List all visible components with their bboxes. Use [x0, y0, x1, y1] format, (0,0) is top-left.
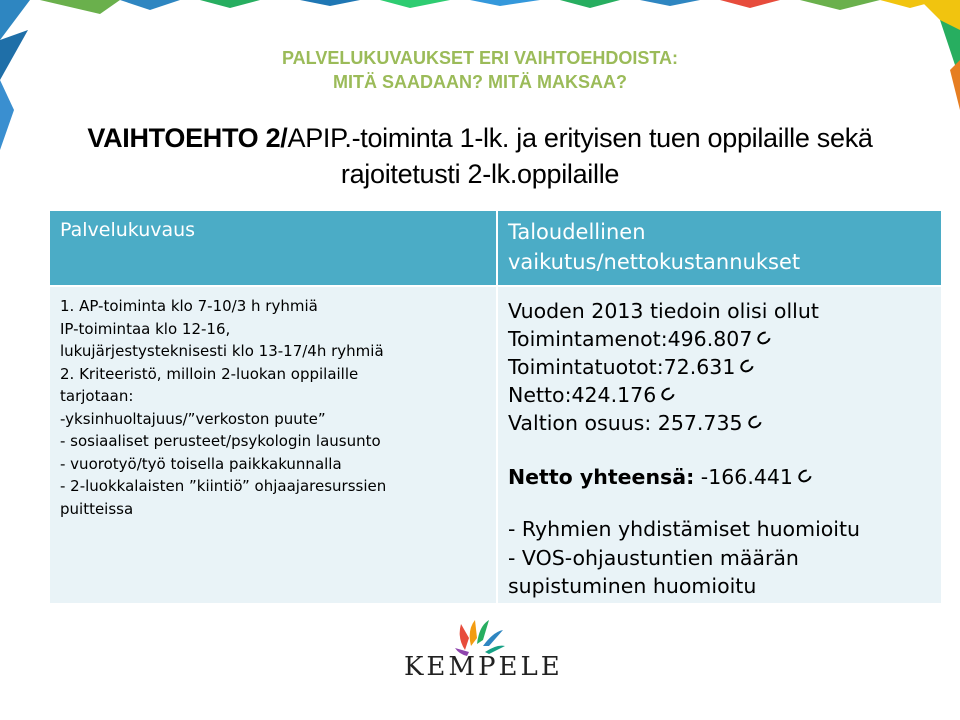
service-line: lukujärjestysteknisesti klo 13-17/4h ryhmiä — [60, 342, 384, 360]
finance-intro-line: Vuoden 2013 tiedoin olisi ollut — [508, 299, 819, 323]
net-amount: Netto:424.176 — [508, 383, 657, 407]
euro-icon — [755, 331, 769, 347]
euro-icon — [796, 469, 810, 485]
service-line: 1. AP-toiminta klo 7-10/3 h ryhmiä — [60, 297, 318, 315]
operating-income: Toimintatuotot:72.631 — [508, 355, 736, 379]
note-line: - VOS-ohjaustuntien määrän — [508, 545, 799, 570]
table-cell-service-description — [49, 286, 497, 604]
slide-header — [80, 46, 880, 94]
service-line: 2. Kriteeristö, milloin 2-luokan oppilaille — [60, 364, 359, 383]
euro-icon — [738, 359, 752, 375]
service-line: - 2-luokkalaisten ”kiintiö” ohjaajaresurssien — [60, 477, 387, 495]
subtitle-text-2: rajoitetusti 2-lk.oppilaille — [340, 159, 620, 189]
table-cell-financial-impact — [497, 286, 942, 604]
euro-icon — [746, 415, 760, 431]
kempele-logo-text: KEMPELE — [404, 652, 563, 682]
service-line: IP-toimintaa klo 12-16, — [60, 319, 231, 338]
table-header-financial-impact: Taloudellinen vaikutus/nettokustannukset — [497, 210, 942, 286]
operating-costs: Toimintamenot:496.807 — [508, 327, 753, 351]
service-line: - sosiaaliset perusteet/psykologin lausunto — [60, 432, 381, 450]
euro-icon — [659, 387, 673, 403]
slide-subtitle — [50, 120, 910, 192]
comparison-table — [48, 209, 943, 605]
note-line: supistuminen huomioitu — [508, 574, 757, 598]
subtitle-text-1: APIP.-toiminta 1-lk. ja erityisen tuen oppilaille sekä — [287, 123, 873, 153]
service-line: -yksinhuoltajuus/”verkoston puute” — [60, 409, 326, 428]
net-total-value: -166.441 — [694, 465, 793, 489]
subtitle-option-label: VAIHTOEHTO 2/ — [87, 123, 288, 153]
net-total-label: Netto yhteensä: — [508, 465, 695, 489]
header-line-1: PALVELUKUVAUKSET ERI VAIHTOEHDOISTA: — [281, 48, 679, 68]
header-line-2: MITÄ SAADAAN? MITÄ MAKSAA? — [333, 72, 627, 92]
service-line: puitteissa — [60, 499, 134, 518]
table-header-service-description: Palvelukuvaus — [49, 210, 497, 286]
note-line: - Ryhmien yhdistämiset huomioitu — [508, 517, 861, 541]
service-line: tarjotaan: — [60, 387, 134, 405]
decorative-brush-strokes-left — [0, 0, 40, 200]
service-line: - vuorotyö/työ toisella paikkakunnalla — [60, 454, 342, 473]
decorative-brush-strokes-top — [0, 0, 960, 40]
decorative-brush-strokes-right — [900, 0, 960, 110]
state-share: Valtion osuus: 257.735 — [508, 411, 743, 435]
